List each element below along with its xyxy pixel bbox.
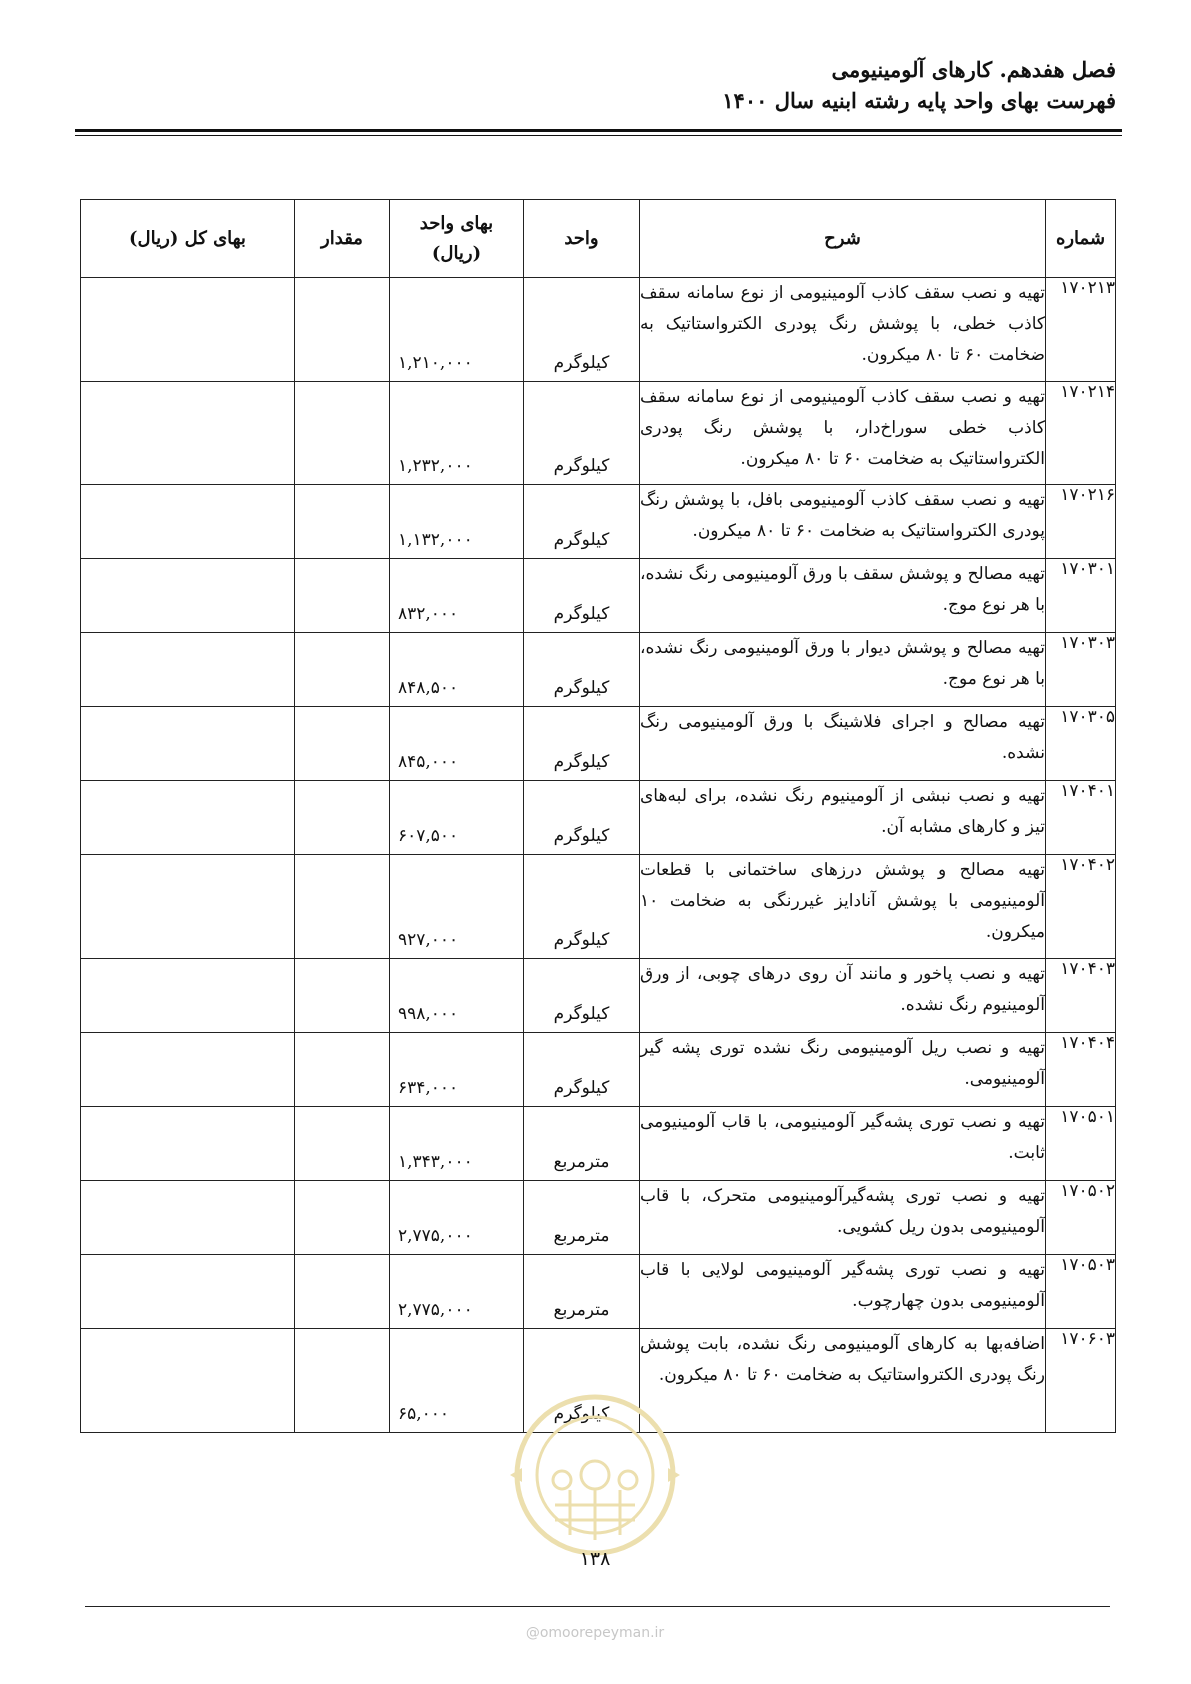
item-total-price <box>81 1181 295 1255</box>
item-unit-price: ۱,۱۳۲,۰۰۰ <box>390 485 524 559</box>
col-header-description: شرح <box>640 200 1046 278</box>
item-unit-price: ۸۴۸,۵۰۰ <box>390 633 524 707</box>
page-number: ۱۳۸ <box>579 1548 611 1570</box>
item-quantity <box>295 559 390 633</box>
item-unit: کیلوگرم <box>524 382 640 485</box>
item-unit: کیلوگرم <box>524 707 640 781</box>
table-row <box>81 707 1116 781</box>
item-unit: مترمربع <box>524 1107 640 1181</box>
item-code: ۱۷۰۵۰۲ <box>1046 1181 1116 1255</box>
table-row <box>81 278 1116 382</box>
table-row <box>81 1107 1116 1181</box>
item-code: ۱۷۰۳۰۱ <box>1046 559 1116 633</box>
item-code: ۱۷۰۲۱۳ <box>1046 278 1116 382</box>
item-description: تهیه و نصب سقف کاذب آلومینیومی بافل، با پوشش رنگ پودری الکترواستاتیک به ضخامت ۶۰ تا ۸۰ میکرون. <box>640 485 1046 559</box>
col-header-total-price: بهای کل (ریال) <box>81 200 295 278</box>
table-row <box>81 781 1116 855</box>
item-description: تهیه و نصب نبشی از آلومینیوم رنگ نشده، برای لبه‌های تیز و کارهای مشابه آن. <box>640 781 1046 855</box>
item-description: تهیه و نصب پاخور و مانند آن روی درهای چوبی، از ورق آلومینیوم رنگ نشده. <box>640 959 1046 1033</box>
item-total-price <box>81 707 295 781</box>
item-unit-price: ۲,۷۷۵,۰۰۰ <box>390 1255 524 1329</box>
header-rule-thin <box>75 135 1122 136</box>
col-header-code: شماره <box>1046 200 1116 278</box>
table-row <box>81 382 1116 485</box>
item-total-price <box>81 633 295 707</box>
item-quantity <box>295 1107 390 1181</box>
item-unit: کیلوگرم <box>524 781 640 855</box>
table-row <box>81 1255 1116 1329</box>
item-quantity <box>295 1033 390 1107</box>
item-description: تهیه مصالح و پوشش سقف با ورق آلومینیومی رنگ نشده، با هر نوع موج. <box>640 559 1046 633</box>
item-total-price <box>81 1033 295 1107</box>
item-unit: کیلوگرم <box>524 959 640 1033</box>
item-code: ۱۷۰۵۰۱ <box>1046 1107 1116 1181</box>
item-unit: کیلوگرم <box>524 633 640 707</box>
item-unit-price: ۱,۲۱۰,۰۰۰ <box>390 278 524 382</box>
item-quantity <box>295 707 390 781</box>
item-code: ۱۷۰۶۰۳ <box>1046 1329 1116 1433</box>
page-header <box>722 55 1116 117</box>
item-unit: مترمربع <box>524 1255 640 1329</box>
col-header-unit: واحد <box>524 200 640 278</box>
item-code: ۱۷۰۴۰۴ <box>1046 1033 1116 1107</box>
item-total-price <box>81 382 295 485</box>
item-unit-price: ۸۳۲,۰۰۰ <box>390 559 524 633</box>
table-row <box>81 855 1116 959</box>
item-quantity <box>295 781 390 855</box>
item-description: تهیه و نصب سقف کاذب آلومینیومی از نوع سامانه سقف کاذب خطی سوراخ‌دار، با پوشش رنگ پودری الکترواستاتیک به ضخامت ۶۰ تا ۸۰ میکرون. <box>640 382 1046 485</box>
item-quantity <box>295 959 390 1033</box>
item-description: اضافه‌بها به کارهای آلومینیومی رنگ نشده، بابت پوشش رنگ پودری الکترواستاتیک به ضخامت ۶۰ تا ۸۰ میکرون. <box>640 1329 1046 1433</box>
col-header-unit-price <box>390 200 524 278</box>
watermark-seal-icon <box>500 1380 690 1570</box>
item-description: تهیه مصالح و پوشش دیوار با ورق آلومینیومی رنگ نشده، با هر نوع موج. <box>640 633 1046 707</box>
item-unit-price: ۱,۲۳۲,۰۰۰ <box>390 382 524 485</box>
item-code: ۱۷۰۴۰۳ <box>1046 959 1116 1033</box>
item-unit: کیلوگرم <box>524 1033 640 1107</box>
item-quantity <box>295 278 390 382</box>
item-quantity <box>295 1181 390 1255</box>
item-total-price <box>81 278 295 382</box>
document-subtitle: فهرست بهای واحد پایه رشته ابنیه سال ۱۴۰۰ <box>722 88 1116 113</box>
item-unit-price: ۸۴۵,۰۰۰ <box>390 707 524 781</box>
item-total-price <box>81 1107 295 1181</box>
item-total-price <box>81 1329 295 1433</box>
item-total-price <box>81 855 295 959</box>
item-total-price <box>81 959 295 1033</box>
item-code: ۱۷۰۲۱۴ <box>1046 382 1116 485</box>
item-description: تهیه مصالح و پوشش درزهای ساختمانی با قطعات آلومینیومی با پوشش آنادایز غیررنگی به ضخامت ۱۰ میکرون. <box>640 855 1046 959</box>
unit-price-label: بهای واحد <box>419 212 494 234</box>
table-row <box>81 633 1116 707</box>
item-quantity <box>295 1329 390 1433</box>
col-header-quantity: مقدار <box>295 200 390 278</box>
item-description: تهیه و نصب توری پشه‌گیرآلومینیومی متحرک، با قاب آلومینیومی بدون ریل کشویی. <box>640 1181 1046 1255</box>
item-unit-price: ۲,۷۷۵,۰۰۰ <box>390 1181 524 1255</box>
chapter-title: فصل هفدهم. کارهای آلومینیومی <box>831 57 1116 82</box>
item-unit: مترمربع <box>524 1181 640 1255</box>
item-unit-price: ۹۹۸,۰۰۰ <box>390 959 524 1033</box>
item-unit-price: ۹۲۷,۰۰۰ <box>390 855 524 959</box>
item-unit-price: ۶۳۴,۰۰۰ <box>390 1033 524 1107</box>
item-description: تهیه و نصب توری پشه‌گیر آلومینیومی لولایی با قاب آلومینیومی بدون چهارچوب. <box>640 1255 1046 1329</box>
item-quantity <box>295 633 390 707</box>
item-unit: کیلوگرم <box>524 1329 640 1433</box>
item-code: ۱۷۰۲۱۶ <box>1046 485 1116 559</box>
item-unit: کیلوگرم <box>524 485 640 559</box>
item-description: تهیه و نصب سقف کاذب آلومینیومی از نوع سامانه سقف کاذب خطی، با پوشش رنگ پودری الکترواستاتیک به ضخامت ۶۰ تا ۸۰ میکرون. <box>640 278 1046 382</box>
table-row <box>81 1033 1116 1107</box>
table-row <box>81 959 1116 1033</box>
unit-price-currency: (ریال) <box>431 242 482 264</box>
table-header-row <box>81 200 1116 278</box>
item-description: تهیه و نصب ریل آلومینیومی رنگ نشده توری پشه گیر آلومینیومی. <box>640 1033 1046 1107</box>
item-total-price <box>81 781 295 855</box>
item-quantity <box>295 855 390 959</box>
item-quantity <box>295 1255 390 1329</box>
item-total-price <box>81 1255 295 1329</box>
item-quantity <box>295 382 390 485</box>
item-quantity <box>295 485 390 559</box>
footer-rule <box>85 1606 1110 1607</box>
table-row <box>81 485 1116 559</box>
item-code: ۱۷۰۳۰۵ <box>1046 707 1116 781</box>
item-unit: کیلوگرم <box>524 559 640 633</box>
item-code: ۱۷۰۴۰۲ <box>1046 855 1116 959</box>
item-description: تهیه مصالح و اجرای فلاشینگ با ورق آلومینیومی رنگ نشده. <box>640 707 1046 781</box>
website-watermark: @omoorepeyman.ir <box>525 1625 665 1641</box>
item-code: ۱۷۰۴۰۱ <box>1046 781 1116 855</box>
item-unit-price: ۱,۳۴۳,۰۰۰ <box>390 1107 524 1181</box>
price-list-table <box>80 199 1116 1433</box>
header-rule-thick <box>75 129 1122 132</box>
item-unit-price: ۶۵,۰۰۰ <box>390 1329 524 1433</box>
item-code: ۱۷۰۵۰۳ <box>1046 1255 1116 1329</box>
item-total-price <box>81 559 295 633</box>
item-code: ۱۷۰۳۰۳ <box>1046 633 1116 707</box>
table-row <box>81 559 1116 633</box>
item-unit: کیلوگرم <box>524 855 640 959</box>
item-total-price <box>81 485 295 559</box>
item-unit-price: ۶۰۷,۵۰۰ <box>390 781 524 855</box>
item-description: تهیه و نصب توری پشه‌گیر آلومینیومی، با قاب آلومینیومی ثابت. <box>640 1107 1046 1181</box>
item-unit: کیلوگرم <box>524 278 640 382</box>
table-row <box>81 1181 1116 1255</box>
